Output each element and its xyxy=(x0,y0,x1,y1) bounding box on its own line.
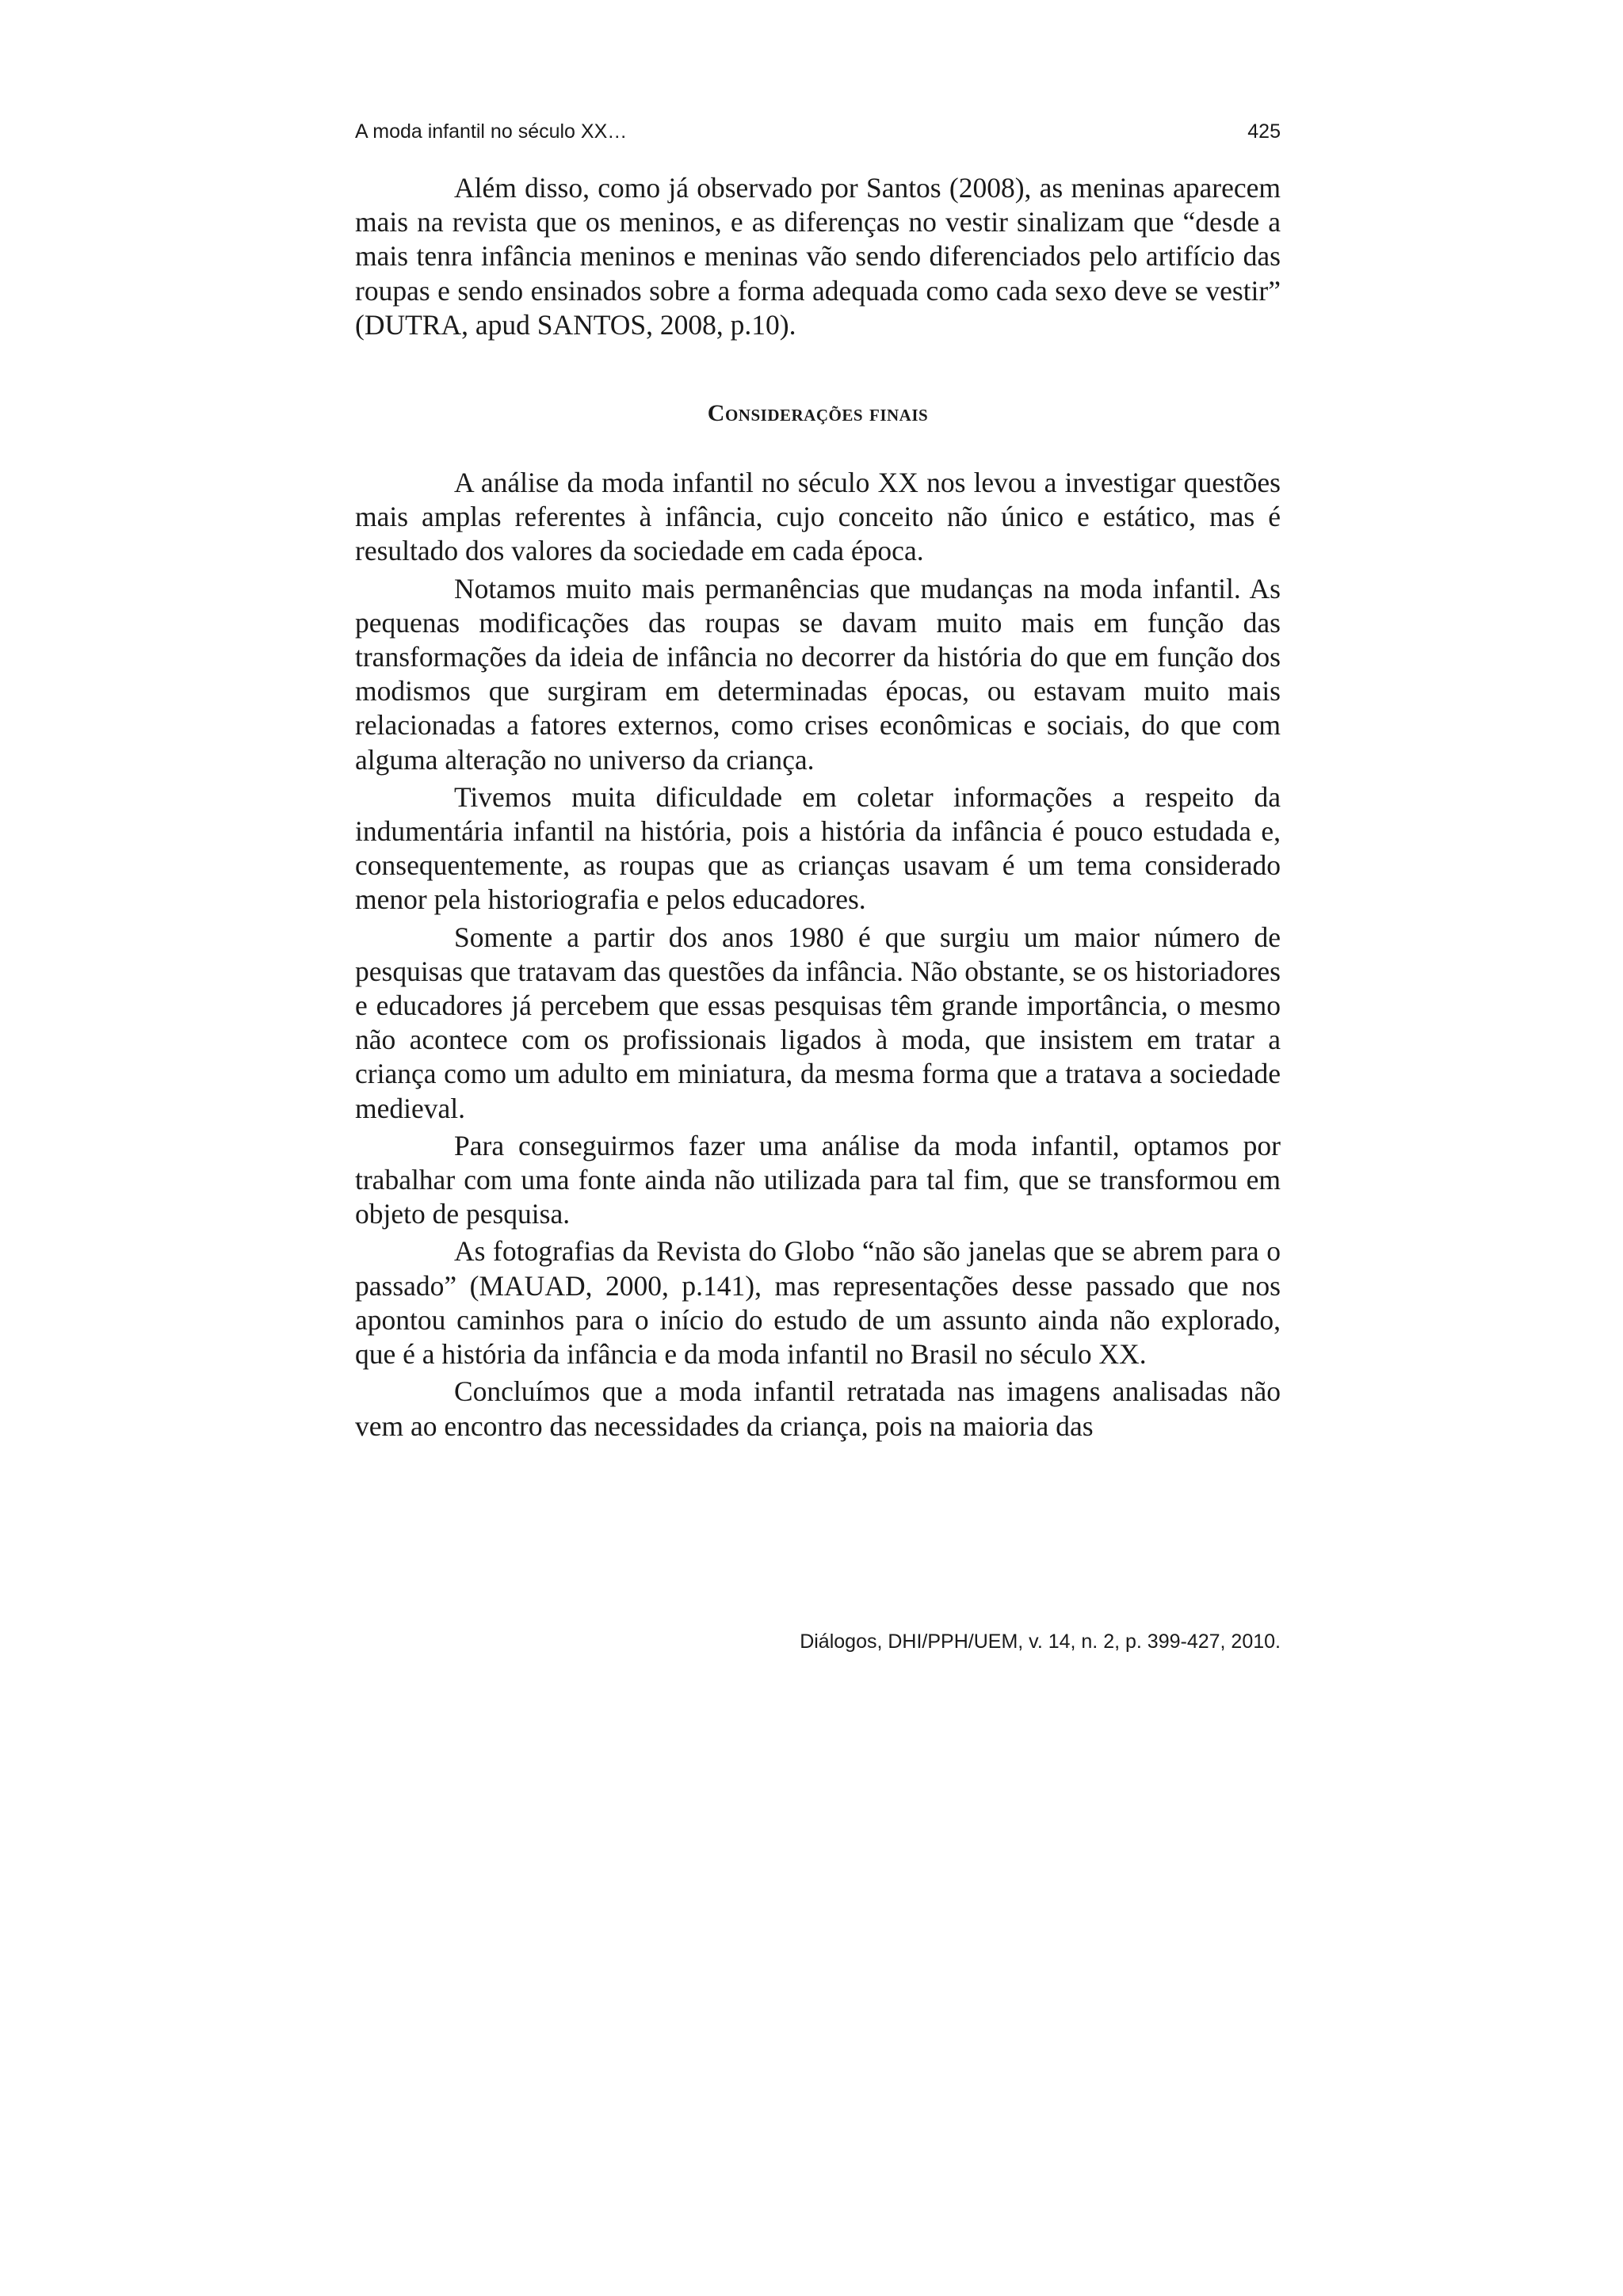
section-heading: Considerações finais xyxy=(707,400,929,427)
page-number: 425 xyxy=(1247,120,1281,143)
body-text xyxy=(355,171,1281,1447)
paragraph: Notamos muito mais permanências que mudanças na moda infantil. As pequenas modificações das roupas se davam muito mais em função das transformações da ideia de infância no decorrer da história do que em função dos modismos que surgiram em determinadas épocas, ou estavam muito mais relacionadas a fatores externos, como crises econômicas e sociais, do que com alguma alteração no universo da criança. xyxy=(355,572,1281,776)
paragraph: A análise da moda infantil no século XX nos levou a investigar questões mais amplas referentes à infância, cujo conceito não único e estático, mas é resultado dos valores da sociedade em cada época. xyxy=(355,467,1281,567)
running-title: A moda infantil no século XX… xyxy=(355,120,628,143)
paragraph: Tivemos muita dificuldade em coletar informações a respeito da indumentária infantil na história, pois a história da infância é pouco estudada e, consequentemente, as roupas que as crianças usavam é um tema considerado menor pela historiografia e pelos educadores. xyxy=(355,780,1281,916)
journal-citation-footer: Diálogos, DHI/PPH/UEM, v. 14, n. 2, p. 399-427, 2010. xyxy=(800,1630,1281,1653)
paragraph: Concluímos que a moda infantil retratada nas imagens analisadas não vem ao encontro das necessidades da criança, pois na maioria das xyxy=(355,1375,1281,1442)
paragraph: Além disso, como já observado por Santos (2008), as meninas aparecem mais na revista que os meninos, e as diferenças no vestir sinalizam que “desde a mais tenra infância meninos e meninas vão sendo diferenciados pelo artifício das roupas e sendo ensinados sobre a forma adequada como cada sexo deve se vestir” (DUTRA, apud SANTOS, 2008, p.10). xyxy=(355,172,1281,341)
paragraph: Somente a partir dos anos 1980 é que surgiu um maior número de pesquisas que tratavam das questões da infância. Não obstante, se os historiadores e educadores já percebem que essas pesquisas têm grande importância, o mesmo não acontece com os profissionais ligados à moda, que insistem em tratar a criança como um adulto em miniatura, da mesma forma que a tratava a sociedade medieval. xyxy=(355,921,1281,1124)
paragraph: Para conseguirmos fazer uma análise da moda infantil, optamos por trabalhar com uma fonte ainda não utilizada para tal fim, que se transformou em objeto de pesquisa. xyxy=(355,1129,1281,1230)
paragraph: As fotografias da Revista do Globo “não são janelas que se abrem para o passado” (MAUAD, 2000, p.141), mas representações desse passado que nos apontou caminhos para o início do estudo de um assunto ainda não explorado, que é a história da infância e da moda infantil no Brasil no século XX. xyxy=(355,1235,1281,1371)
running-header xyxy=(355,116,1281,147)
